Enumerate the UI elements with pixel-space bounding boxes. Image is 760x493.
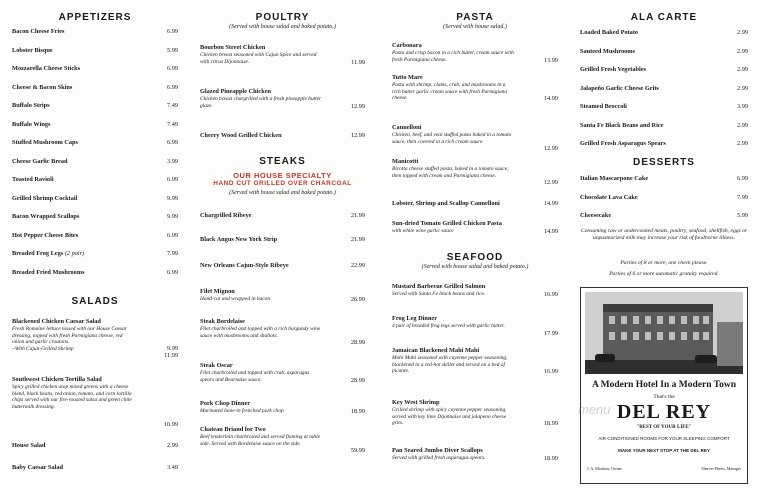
salad-price-shrimp: 11.99 [164,352,178,359]
pasta-price: 14.99 [543,200,558,207]
alacarte-price: 3.99 [736,103,748,110]
alacarte-price: 2.99 [736,47,748,55]
poultry-name: Bourbon Street Chicken [200,44,266,51]
steak-price: 28.99 [350,339,365,347]
appetizer-price: 7.49 [166,102,178,109]
desserts-heading: DESSERTS [633,157,695,168]
dessert-price: 6.99 [736,175,748,182]
seafood-name: Frog Leg Dinner [392,315,438,322]
steak-desc: Filet charbroiled and topped with crab, asparagus spears and Bearnaise sauce. [200,370,310,383]
seafood-price: 17.99 [543,329,558,337]
dessert-price: 5.99 [736,212,748,219]
steak-price: 28.99 [350,376,365,384]
steaks-heading: STEAKS [259,156,306,167]
appetizer-item [12,176,178,184]
seafood-heading: SEAFOOD [446,252,504,263]
seafood-desc: Mahi Mahi seasoned with cayenne pepper seasoning, blackened in a red-hot skillet and served on a bed of picante. [392,355,508,375]
alacarte-name: Jalapeño Garlic Cheese Grits [580,84,659,92]
steak-name: Steak Bordelaise [200,318,245,325]
pasta-desc: Pasta and crisp bacon in a rich butter, cream sauce with fresh Parmigiana cheese. [392,50,514,63]
steak-name: Filet Mignon [200,288,235,295]
seafood-desc: Served with grilled fresh asparagus spears. [392,455,486,461]
ad-line-comfort: AIR-CONDITIONED ROOMS FOR YOUR SLEEPING COMFORT [598,436,730,441]
salad-desc: Spicy grilled chicken atop mixed greens with a cheese blend, black beans, red onion, tomato, and corn tortilla chips served with our fire-roasted salsa and green chile buttermilk dressing. [12,384,132,410]
appetizer-item [12,232,178,240]
pasta-name: Lobster, Shrimp and Scallop Cannelloni [392,200,500,207]
ad-manager: Sherver Pheris, Manager [701,466,741,471]
dessert-name: Italian Mascarpone Cake [580,175,649,182]
ad-hotel-name: DEL REY [616,401,712,423]
seafood-item [392,347,558,375]
pasta-price: 14.99 [543,95,558,103]
appetizer-name: Breaded Fried Mushrooms [12,268,85,276]
seafood-name: Key West Shrimp [392,399,440,406]
appetizer-price: 6.99 [166,65,178,72]
steak-price: 18.99 [350,408,365,415]
pasta-desc: with white wine garlic sauce [392,228,454,234]
ad-headline: A Modern Hotel In a Modern Town [591,380,737,390]
alacarte-name: Loaded Baked Potato [580,29,639,36]
steak-price: 26.99 [350,296,365,303]
salad-price: 9.99 [166,345,178,352]
steak-name: Black Angus New York Strip [200,236,278,243]
appetizer-item [12,195,178,203]
alacarte-item [580,85,748,93]
seafood-item [392,447,558,462]
poultry-price: 12.99 [350,102,365,110]
appetizer-name: Buffalo Strips [12,102,50,109]
appetizer-item [12,250,178,258]
pasta-desc: Pasta with shrimp, clams, crab, and mushrooms in a rich butter garlic cream sauce with fresh Parmigiana cheese. [392,82,508,102]
hotel-photo [585,292,743,374]
steaks-charcoal-label: HAND CUT GRILLED OVER CHARCOAL [213,180,352,187]
seafood-item [392,399,558,427]
steak-item [200,288,365,303]
salad-item-house [12,442,178,450]
ad-owner: J. A. Moulton, Owner [587,466,622,471]
alacarte-name: Santa Fe Black Beans and Rice [580,121,664,129]
appetizer-item [12,102,178,110]
appetizer-price: 6.99 [166,83,178,91]
pasta-name: Tutto Mare [392,74,423,81]
pasta-item [392,124,558,153]
steak-desc: Filet charbroiled and topped with a rich burgundy wine sauce with mushrooms and shallots. [200,326,321,339]
ad-thats-the: That's the [653,394,675,400]
pasta-price: 12.99 [543,145,558,153]
appetizer-name: Hot Pepper Cheese Bites [12,231,79,239]
appetizer-name: Grilled Shrimp Cocktail [12,194,78,202]
seafood-price: 18.99 [543,455,558,462]
alacarte-item [580,48,748,56]
alacarte-name: Sauteed Mushrooms [580,47,635,55]
alacarte-name: Steamed Broccoli [580,103,627,110]
steak-price: 59.99 [350,447,365,455]
dessert-item [580,194,748,202]
alacarte-price: 2.99 [736,140,748,147]
appetizer-price: 6.99 [166,139,178,146]
salad-price: 10.99 [163,421,178,428]
appetizer-price: 9.99 [166,194,178,202]
appetizer-price: 9.99 [166,213,178,220]
appetizer-item [12,269,178,277]
appetizer-name: Breaded Frog Legs (2 pair) [12,250,85,257]
poultry-item [200,132,365,140]
alacarte-item [580,140,748,148]
alacarte-name: Grilled Fresh Vegetables [580,66,646,73]
pasta-desc: Ricotta cheese stuffed pasta, baked in a tomato sauce, then topped with cream and Parmigiana cheese. [392,166,509,179]
appetizer-name: Bacon Wrapped Scallops [12,213,80,220]
appetizer-name: Cheese Garlic Bread [12,157,68,165]
seafood-name: Mustard Barbecue Grilled Salmon [392,283,486,290]
steak-desc: Beef tenderloin charbroiled and served flaming at table side. Served with Bordelaise sauce on the side. [200,434,321,447]
salad-name: Southwest Chicken Tortilla Salad [12,376,102,383]
steak-name: Chargrilled Ribeye [200,212,252,219]
alacarte-heading: ALA CARTE [630,12,698,23]
salad-price: 2.99 [166,442,178,449]
alacarte-price: 2.99 [736,29,748,36]
steak-item [200,262,365,270]
party-8-note: Parties of 8 or more, one check please. [620,260,708,266]
poultry-subtitle: (Served with house salad and baked potato.) [229,24,336,30]
pasta-item [392,74,558,102]
alacarte-item [580,66,748,74]
poultry-name: Glazed Pineapple Chicken [200,88,272,95]
pasta-price: 13.99 [543,56,558,64]
pasta-name: Cannelloni [392,124,422,131]
seafood-desc: 4 pair of breaded frog legs served with garlic butter. [392,323,505,329]
del-rey-hotel-ad [580,287,748,484]
salad-item-baby-caesar [12,464,178,472]
steak-item [200,426,365,455]
pasta-item [392,200,558,208]
steak-item [200,400,365,415]
alacarte-price: 2.99 [736,84,748,92]
steak-name: New Orleans Cajun-Style Ribeye [200,262,289,269]
steak-name: Chateau Briand for Two [200,426,266,433]
appetizer-price: 3.99 [166,157,178,165]
steak-name: Steak Oscar [200,362,233,369]
appetizer-price: 6.99 [166,176,178,183]
salad-name: Blackened Chicken Caesar Salad [12,318,101,325]
steaks-subtitle: (Served with house salad and baked potato.) [229,190,336,196]
pasta-item [392,220,558,235]
salad-item-caesar [12,318,178,359]
pasta-item [392,158,558,187]
steak-desc: Marinated bone-in frenched pork chop [200,408,284,414]
appetizer-price: 7.99 [166,250,178,257]
seafood-subtitle: (Served with house salad and baked potato.) [421,264,529,270]
steak-price: 21.99 [350,212,365,219]
seafood-price: 18.99 [543,420,558,428]
alacarte-item [580,29,748,37]
alacarte-price: 2.99 [736,66,748,73]
steaks-specialty-label: OUR HOUSE SPECIALTY [233,171,332,180]
salad-desc: Fresh Romaine lettuce tossed with our House Caesar dressing, topped with fresh Parmigiana cheese, red onion and garlic croutons. [12,326,127,346]
appetizer-name: Toasted Ravioli [12,176,54,183]
dessert-item [580,175,748,183]
pasta-price: 14.99 [543,228,558,235]
steak-item [200,362,365,383]
appetizer-item [12,84,178,92]
appetizer-price: 6.99 [166,231,178,239]
appetizer-item [12,121,178,129]
appetizer-name: Cheese & Bacon Skins [12,83,73,91]
alacarte-item [580,103,748,111]
dessert-item [580,212,748,220]
poultry-item [200,88,365,109]
poultry-item [200,44,365,65]
alacarte-name: Grilled Fresh Asparagus Spears [580,140,666,147]
appetizer-item [12,158,178,166]
salad-item-southwest [12,376,178,428]
steak-price: 21.99 [350,236,365,243]
dessert-name: Cheesecake [580,212,612,219]
party-6-note: Parties of 6 or more automatic gratuity required. [609,271,719,277]
dessert-price: 7.99 [736,193,748,201]
appetizer-price: 7.49 [166,120,178,128]
ad-slogan: "BEST OF YOUR LIFE" [636,425,692,430]
appetizers-heading: APPETIZERS [58,12,132,23]
appetizer-item [12,213,178,221]
pasta-price: 12.99 [543,179,558,187]
steak-price: 22.99 [350,262,365,269]
appetizer-item [12,65,178,73]
alacarte-item [580,122,748,130]
steak-item [200,318,365,347]
appetizer-note: (2 pair) [63,250,85,257]
appetizer-item [12,139,178,147]
salads-heading: SALADS [71,296,119,307]
steak-item [200,212,365,220]
pasta-desc: Chicken, beef, and veal stuffed pasta baked in a tomato sauce, then covered in a rich cream sauce. [392,132,512,145]
ad-line-next-stop: MAKE YOUR NEXT STOP AT THE DEL REY [618,448,710,453]
steak-name: Pork Chop Dinner [200,400,251,407]
seafood-price: 16.99 [543,291,558,298]
steak-desc: Hand-cut and wrapped in bacon [200,296,271,302]
pasta-name: Sun-dried Tomato Grilled Chicken Pasta [392,220,502,227]
appetizer-name: Bacon Cheese Fries [12,28,65,35]
hotel-building-icon [585,292,743,374]
salad-price: 3.49 [166,464,178,471]
poultry-price: 11.99 [351,58,365,66]
seafood-price: 16.99 [543,368,558,376]
appetizer-price: 6.99 [166,28,178,35]
poultry-heading: POULTRY [255,12,310,23]
poultry-name: Cherry Wood Grilled Chicken [200,132,282,139]
poultry-desc: Chicken breast seasoned with Cajun Spice and served with citrus Dijonnaise. [200,52,317,65]
pasta-name: Carbonara [392,42,422,49]
steak-item [200,236,365,244]
salad-name: House Salad [12,442,46,449]
alacarte-price: 2.99 [736,121,748,129]
appetizer-name: Mozzarella Cheese Sticks [12,65,81,72]
poultry-price: 12.99 [350,132,365,139]
seafood-item [392,315,558,337]
seafood-desc: Grilled shrimp with spicy cayenne pepper seasoning, served with key lime Dijonnaise and jalapeno cheese grits. [392,407,507,427]
poultry-desc: Chicken breast chargrilled with a fresh pineapple butter glaze. [200,96,322,109]
appetizer-item [12,47,178,55]
appetizer-name: Stuffed Mushroom Caps [12,139,79,146]
salad-extra: ~With Cajun-Grilled Shrimp [12,345,74,352]
appetizer-item [12,28,178,36]
pasta-name: Manicotti [392,158,419,165]
pasta-item [392,42,558,63]
seafood-name: Pan Seared Jumbo Diver Scallops [392,447,483,454]
dessert-name: Chocolate Lava Cake [580,193,638,201]
appetizer-price: 6.99 [166,268,178,276]
pasta-heading: PASTA [456,12,494,23]
pasta-subtitle: (Served with house salad.) [443,24,507,30]
seafood-desc: Served with Santa Fe black beans and rice. [392,291,486,297]
salad-name: Baby Caesar Salad [12,464,63,471]
food-safety-notice: Consuming raw or undercooked meats, poultry, seafood, shellfish, eggs or unpasteurized milk may increase your risk of foodborne illness. [580,228,748,241]
appetizer-name: Lobster Bisque [12,46,53,54]
seafood-name: Jamaican Blackened Mahi Mahi [392,347,480,354]
appetizer-name: Buffalo Wings [12,120,51,128]
appetizer-price: 5.99 [166,46,178,54]
watermark: menu [578,402,611,417]
seafood-item [392,283,558,298]
